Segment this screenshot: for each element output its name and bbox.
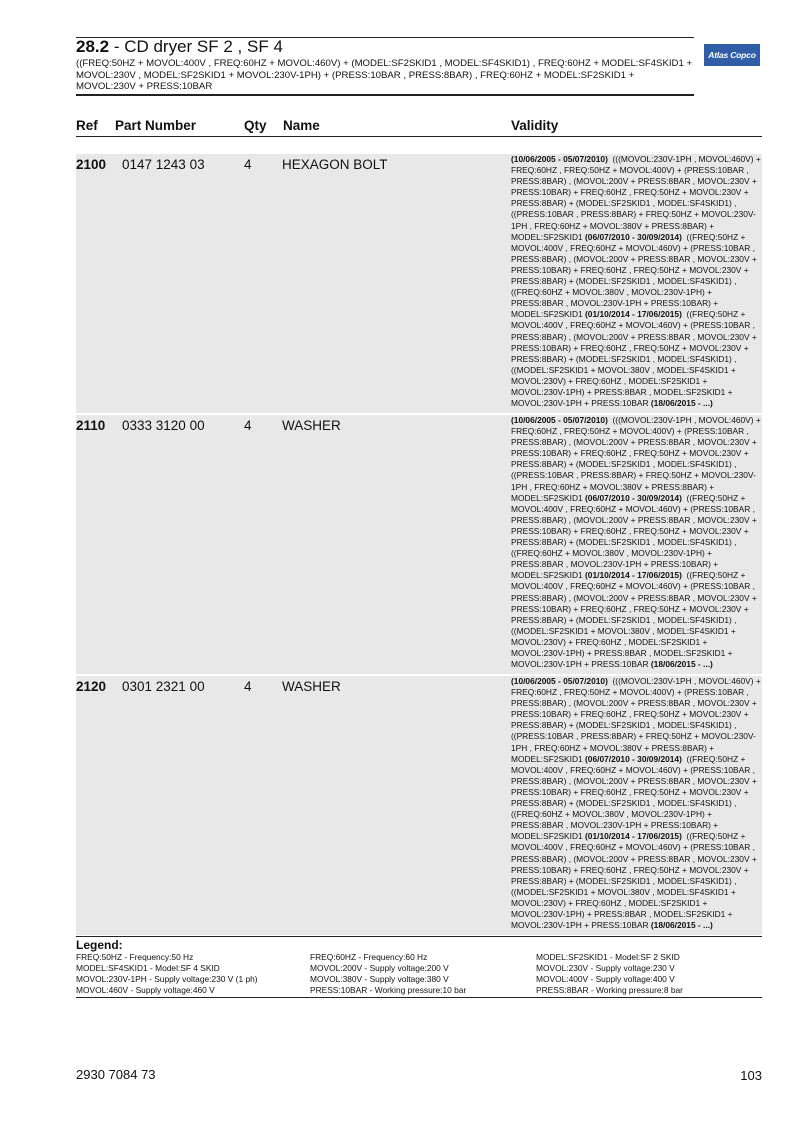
name-cell: HEXAGON BOLT — [282, 157, 388, 172]
table-row — [76, 154, 762, 413]
legend-item: MOVOL:230V-1PH - Supply voltage:230 V (1 ph) — [76, 974, 258, 984]
validity-date-range: (10/06/2005 - 05/07/2010) — [511, 154, 608, 164]
validity-condition: ((FREQ:50HZ + MOVOL:400V , FREQ:60HZ + MOVOL:460V) + (PRESS:10BAR , PRESS:8BAR) , (MOVOL:200V + PRESS:8BAR , MOVOL:230V + PRESS:10BAR) + FREQ:60HZ , FREQ:50HZ + MOVOL:230V + PRESS:8BAR) + (MODEL:SF2SKID1 , MODEL:SF4SKID1) , ((FREQ:60HZ + MOVOL:380V , MOVOL:230V-1PH) + PRESS:8BAR , MOVOL:230V-1PH + PRESS:10BAR) + MODEL:SF2SKID1 — [511, 492, 757, 581]
legend-item: PRESS:10BAR - Working pressure:10 bar — [310, 985, 467, 995]
page-title — [76, 38, 694, 56]
validity-cell — [511, 415, 763, 670]
column-header-name: Name — [283, 118, 320, 133]
section-number: 28.2 — [76, 37, 110, 56]
ref-cell: 2110 — [76, 418, 106, 433]
header-bottom-rule — [76, 94, 694, 96]
ref-cell: 2120 — [76, 679, 107, 694]
validity-condition: (((MOVOL:230V-1PH , MOVOL:460V) + FREQ:60HZ , FREQ:50HZ + MOVOL:400V) + (PRESS:10BAR , PRESS:8BAR) , (MOVOL:200V + PRESS:8BAR , MOVOL:230V + PRESS:10BAR) + FREQ:60HZ , FREQ:50HZ + MOVOL:230V + PRESS:8BAR) + (MODEL:SF2SKID1 , MODEL:SF4SKID1) , ((PRESS:10BAR , PRESS:8BAR) + FREQ:50HZ + MOVOL:230V-1PH , FREQ:60HZ + MOVOL:380V + PRESS:8BAR) + MODEL:SF2SKID1 — [511, 415, 761, 503]
legend-item: MOVOL:230V - Supply voltage:230 V — [536, 963, 675, 973]
legend-item: MOVOL:460V - Supply voltage:460 V — [76, 985, 215, 995]
qty-cell: 4 — [244, 157, 252, 172]
page-number: 103 — [740, 1068, 762, 1083]
name-cell: WASHER — [282, 679, 341, 694]
atlas-copco-logo: Atlas Copco — [704, 44, 760, 66]
validity-date-range: (10/06/2005 - 05/07/2010) — [511, 676, 608, 686]
validity-date-range: (01/10/2014 - 17/06/2015) — [585, 831, 682, 842]
validity-condition: ((FREQ:50HZ + MOVOL:400V , FREQ:60HZ + MOVOL:460V) + (PRESS:10BAR , PRESS:8BAR) , (MOVOL:200V + PRESS:8BAR , MOVOL:230V + PRESS:10BAR) + FREQ:60HZ , FREQ:50HZ + MOVOL:230V + PRESS:8BAR) + (MODEL:SF2SKID1 , MODEL:SF4SKID1) , ((MODEL:SF2SKID1 + MOVOL:380V , MODEL:SF4SKID1 + MOVOL:230V) + FREQ:60HZ , MODEL:SF2SKID1 + MOVOL:230V-1PH) + PRESS:8BAR , MODEL:SF2SKID1 + MOVOL:230V-1PH + PRESS:10BAR — [511, 831, 757, 931]
table-row — [76, 676, 762, 935]
section-title: - CD dryer SF 2 , SF 4 — [109, 37, 283, 56]
validity-date-range: (01/10/2014 - 17/06/2015) — [585, 309, 682, 320]
qty-cell: 4 — [244, 679, 252, 694]
validity-date-range: (10/06/2005 - 05/07/2010) — [511, 415, 608, 425]
validity-condition: ((FREQ:50HZ + MOVOL:400V , FREQ:60HZ + MOVOL:460V) + (PRESS:10BAR , PRESS:8BAR) , (MOVOL:200V + PRESS:8BAR , MOVOL:230V + PRESS:10BAR) + FREQ:60HZ , FREQ:50HZ + MOVOL:230V + PRESS:8BAR) + (MODEL:SF2SKID1 , MODEL:SF4SKID1) , ((FREQ:60HZ + MOVOL:380V , MOVOL:230V-1PH) + PRESS:8BAR , MOVOL:230V-1PH + PRESS:10BAR) + MODEL:SF2SKID1 — [511, 753, 757, 842]
column-header-qty: Qty — [244, 118, 267, 133]
legend-item: MODEL:SF2SKID1 - Model:SF 2 SKID — [536, 952, 680, 962]
legend-item: MOVOL:380V - Supply voltage:380 V — [310, 974, 449, 984]
validity-date-range: (18/06/2015 - ...) — [650, 920, 713, 931]
legend-top-rule — [76, 936, 762, 937]
validity-date-range: (06/07/2010 - 30/09/2014) — [585, 492, 682, 503]
page-header — [76, 38, 694, 93]
validity-date-range: (06/07/2010 - 30/09/2014) — [585, 753, 682, 764]
legend-item: FREQ:60HZ - Frequency:60 Hz — [310, 952, 428, 962]
validity-date-range: (18/06/2015 - ...) — [650, 659, 713, 670]
legend-item: PRESS:8BAR - Working pressure:8 bar — [536, 985, 683, 995]
header-validity: ((FREQ:50HZ + MOVOL:400V , FREQ:60HZ + MOVOL:460V) + (MODEL:SF2SKID1 , MODEL:SF4SKID1) , FREQ:60HZ + MODEL:SF4SKID1 + MOVOL:230V , MODEL:SF2SKID1 + MOVOL:230V-1PH) + (PRESS:10BAR , PRESS:8BAR) , FREQ:60HZ + MODEL:SF2SKID1 + MOVOL:230V + PRESS:10BAR — [76, 58, 693, 92]
validity-cell — [511, 676, 763, 931]
legend-item: MODEL:SF4SKID1 - Model:SF 4 SKID — [76, 963, 220, 973]
legend-title: Legend: — [76, 938, 123, 952]
column-header-validity: Validity — [511, 118, 559, 133]
part-number-cell: 0333 3120 00 — [122, 418, 205, 433]
validity-condition: (((MOVOL:230V-1PH , MOVOL:460V) + FREQ:60HZ , FREQ:50HZ + MOVOL:400V) + (PRESS:10BAR , PRESS:8BAR) , (MOVOL:200V + PRESS:8BAR , MOVOL:230V + PRESS:10BAR) + FREQ:60HZ , FREQ:50HZ + MOVOL:230V + PRESS:8BAR) + (MODEL:SF2SKID1 , MODEL:SF4SKID1) , ((PRESS:10BAR , PRESS:8BAR) + FREQ:50HZ + MOVOL:230V-1PH , FREQ:60HZ + MOVOL:380V + PRESS:8BAR) + MODEL:SF2SKID1 — [511, 154, 761, 242]
table-row — [76, 415, 762, 674]
column-header-part-number: Part Number — [115, 118, 197, 133]
legend-item: MOVOL:200V - Supply voltage:200 V — [310, 963, 449, 973]
validity-condition: ((FREQ:50HZ + MOVOL:400V , FREQ:60HZ + MOVOL:460V) + (PRESS:10BAR , PRESS:8BAR) , (MOVOL:200V + PRESS:8BAR , MOVOL:230V + PRESS:10BAR) + FREQ:60HZ , FREQ:50HZ + MOVOL:230V + PRESS:8BAR) + (MODEL:SF2SKID1 , MODEL:SF4SKID1) , ((MODEL:SF2SKID1 + MOVOL:380V , MODEL:SF4SKID1 + MOVOL:230V) + FREQ:60HZ , MODEL:SF2SKID1 + MOVOL:230V-1PH) + PRESS:8BAR , MODEL:SF2SKID1 + MOVOL:230V-1PH + PRESS:10BAR — [511, 570, 757, 670]
part-number-cell: 0301 2321 00 — [122, 679, 205, 694]
validity-condition: (((MOVOL:230V-1PH , MOVOL:460V) + FREQ:60HZ , FREQ:50HZ + MOVOL:400V) + (PRESS:10BAR , PRESS:8BAR) , (MOVOL:200V + PRESS:8BAR , MOVOL:230V + PRESS:10BAR) + FREQ:60HZ , FREQ:50HZ + MOVOL:230V + PRESS:8BAR) + (MODEL:SF2SKID1 , MODEL:SF4SKID1) , ((PRESS:10BAR , PRESS:8BAR) + FREQ:50HZ + MOVOL:230V-1PH , FREQ:60HZ + MOVOL:380V + PRESS:8BAR) + MODEL:SF2SKID1 — [511, 676, 761, 764]
validity-date-range: (06/07/2010 - 30/09/2014) — [585, 231, 682, 242]
qty-cell: 4 — [244, 418, 252, 433]
legend-bottom-rule — [76, 997, 762, 998]
validity-condition: ((FREQ:50HZ + MOVOL:400V , FREQ:60HZ + MOVOL:460V) + (PRESS:10BAR , PRESS:8BAR) , (MOVOL:200V + PRESS:8BAR , MOVOL:230V + PRESS:10BAR) + FREQ:60HZ , FREQ:50HZ + MOVOL:230V + PRESS:8BAR) + (MODEL:SF2SKID1 , MODEL:SF4SKID1) , ((FREQ:60HZ + MOVOL:380V , MOVOL:230V-1PH) + PRESS:8BAR , MOVOL:230V-1PH + PRESS:10BAR) + MODEL:SF2SKID1 — [511, 231, 757, 320]
column-header-rule — [76, 136, 762, 137]
column-header-ref: Ref — [76, 118, 98, 133]
part-number-cell: 0147 1243 03 — [122, 157, 205, 172]
ref-cell: 2100 — [76, 157, 107, 172]
legend-item: FREQ:50HZ - Frequency:50 Hz — [76, 952, 194, 962]
validity-condition: ((FREQ:50HZ + MOVOL:400V , FREQ:60HZ + MOVOL:460V) + (PRESS:10BAR , PRESS:8BAR) , (MOVOL:200V + PRESS:8BAR , MOVOL:230V + PRESS:10BAR) + FREQ:60HZ , FREQ:50HZ + MOVOL:230V + PRESS:8BAR) + (MODEL:SF2SKID1 , MODEL:SF4SKID1) , ((MODEL:SF2SKID1 + MOVOL:380V , MODEL:SF4SKID1 + MOVOL:230V) + FREQ:60HZ , MODEL:SF2SKID1 + MOVOL:230V-1PH) + PRESS:8BAR , MODEL:SF2SKID1 + MOVOL:230V-1PH + PRESS:10BAR — [511, 309, 757, 409]
legend-item: MOVOL:400V - Supply voltage:400 V — [536, 974, 675, 984]
validity-cell — [511, 154, 763, 409]
name-cell: WASHER — [282, 418, 341, 433]
validity-date-range: (01/10/2014 - 17/06/2015) — [585, 570, 682, 581]
document-number: 2930 7084 73 — [76, 1067, 156, 1082]
validity-date-range: (18/06/2015 - ...) — [650, 398, 713, 409]
